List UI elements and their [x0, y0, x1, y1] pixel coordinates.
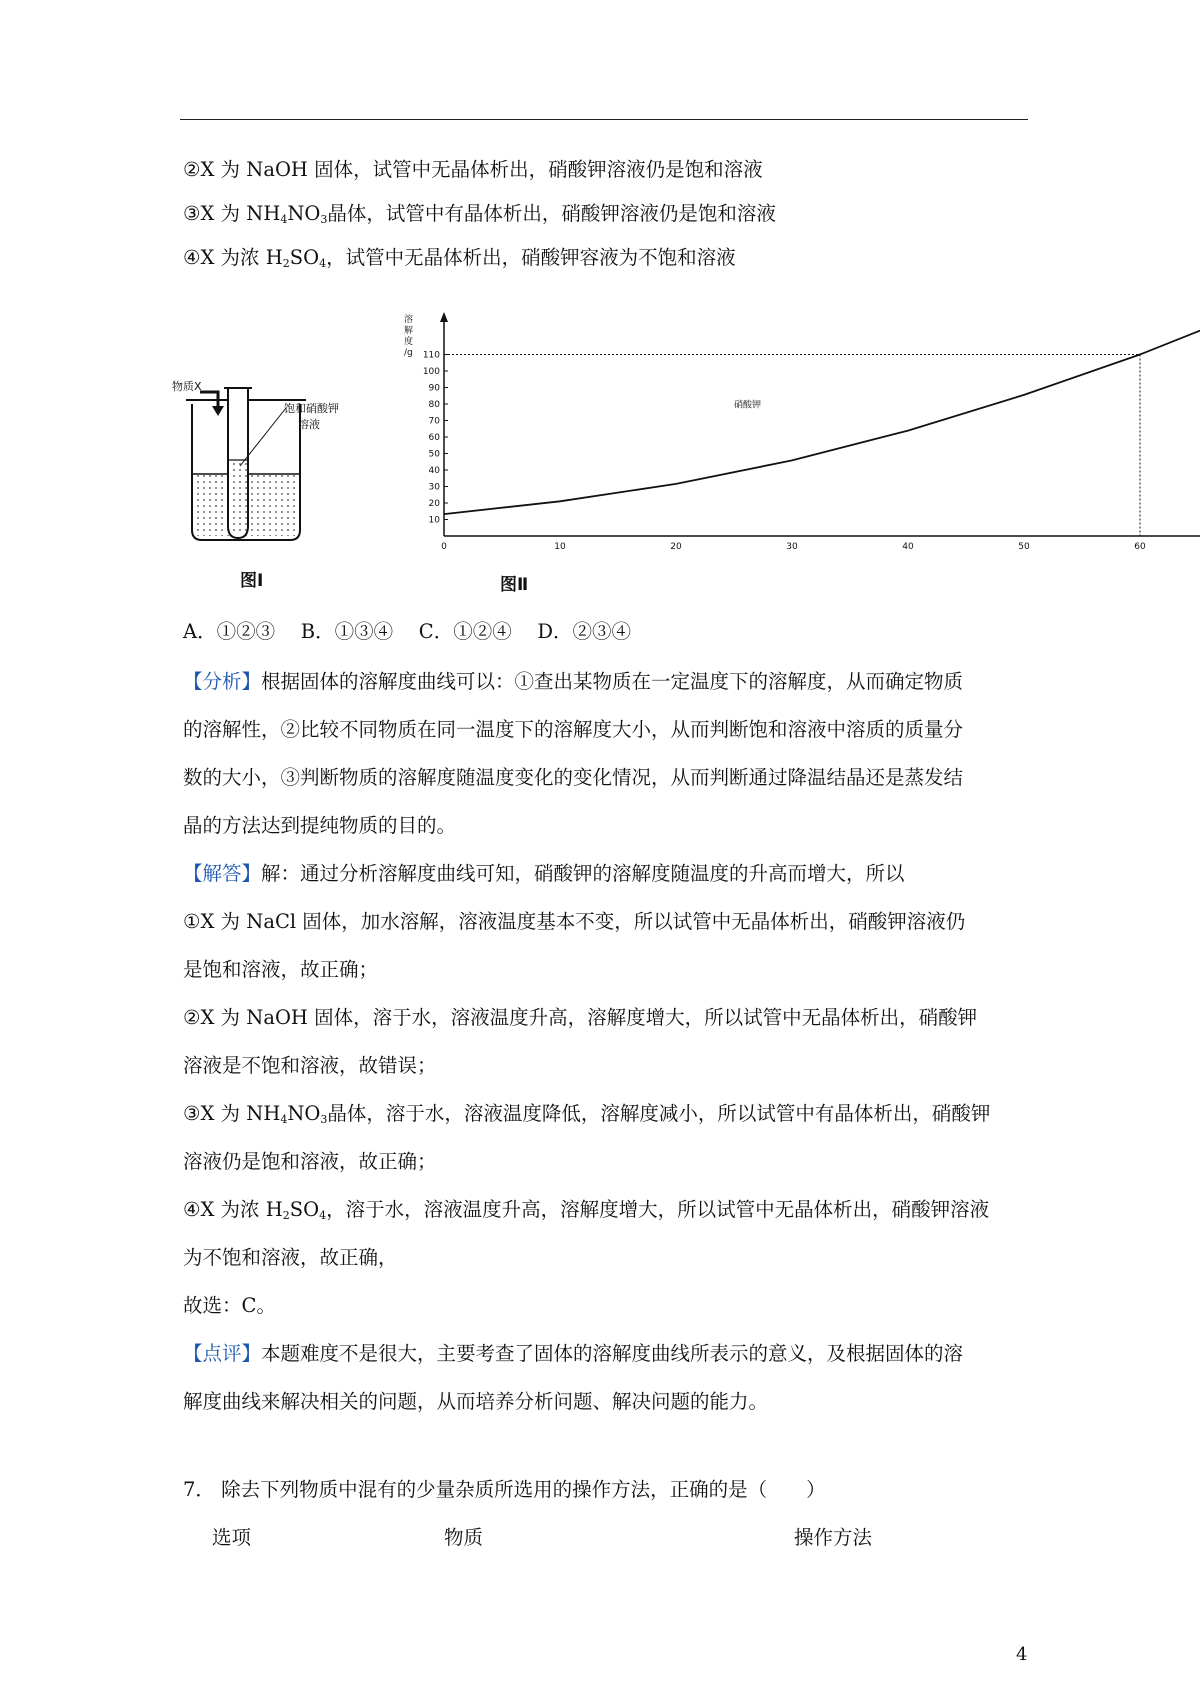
y-tick-label: 40 — [428, 466, 440, 476]
x-tick-label: 10 — [554, 542, 566, 552]
solution-line-8: 为不饱和溶液，故正确， — [183, 1246, 398, 1269]
y-label-char: 溶 — [404, 315, 414, 325]
y-tick-label: 60 — [428, 433, 440, 443]
statement-2: ②X 为 NaOH 固体，试管中无晶体析出，硝酸钾溶液仍是饱和溶液 — [183, 158, 763, 181]
y-tick-label: 80 — [428, 400, 440, 410]
comment-tag: 【点评】 — [183, 1342, 262, 1365]
analysis-line-4: 晶的方法达到提纯物质的目的。 — [183, 814, 457, 837]
y-tick-label: 90 — [428, 383, 440, 394]
y-tick-label: 110 — [422, 350, 440, 361]
analysis-line-1: 【分析】根据固体的溶解度曲线可以：①查出某物质在一定温度下的溶解度，从而确定物质 — [183, 670, 964, 693]
x-tick-label: 40 — [902, 542, 914, 552]
curve-label: 硝酸钾 — [734, 400, 762, 411]
page-number: 4 — [1016, 1644, 1028, 1665]
label-substance-x: 物质X — [172, 380, 202, 393]
statement-4: ④X 为浓 $H_2SO_4$，试管中无晶体析出，硝酸钾容液为不饱和溶液 — [183, 246, 736, 270]
solution-line-2: 是饱和溶液，故正确； — [183, 958, 379, 981]
y-tick-label: 70 — [428, 416, 440, 427]
solution-line-1: ①X 为 NaCl 固体，加水溶解，溶液温度基本不变，所以试管中无晶体析出，硝酸钾溶液仍 — [183, 910, 966, 933]
analysis-line-3: 数的大小，③判断物质的溶解度随温度变化的变化情况，从而判断通过降温结晶还是蒸发结 — [183, 766, 964, 789]
solution-line-0: 【解答】解：通过分析溶解度曲线可知，硝酸钾的溶解度随温度的升高而增大，所以 — [183, 862, 905, 885]
question-7-stem: 7． 除去下列物质中混有的少量杂质所选用的操作方法，正确的是（ ） — [183, 1478, 826, 1501]
answer-options: A．①②③ B．①③④ C．①②④ D．②③④ — [183, 620, 632, 643]
solubility-chart — [404, 308, 1146, 552]
solution-line-5: ③X 为 $NH_4NO_3$晶体，溶于水，溶液温度降低，溶解度减小，所以试管中有晶体析出，硝酸钾 — [183, 1102, 991, 1126]
solution-line-4: 溶液是不饱和溶液，故错误； — [183, 1054, 437, 1077]
label-solution: 溶液 — [298, 418, 320, 431]
y-label-char: 解 — [404, 326, 414, 336]
label-saturated-solution: 饱和硝酸钾 — [284, 402, 339, 415]
solution-line-7: ④X 为浓 $H_2SO_4$，溶于水，溶液温度升高，溶解度增大，所以试管中无晶体析出，硝酸钾溶液 — [183, 1198, 990, 1222]
figure2-caption: 图Ⅱ — [500, 575, 529, 595]
y-tick-label: 30 — [428, 482, 440, 493]
y-label-char: /g — [404, 348, 413, 358]
statement-3: ③X 为 $NH_4NO_3$晶体，试管中有晶体析出，硝酸钾溶液仍是饱和溶液 — [183, 202, 776, 226]
solution-line-6: 溶液仍是饱和溶液，故正确； — [183, 1150, 437, 1173]
y-axis-arrow — [440, 312, 448, 322]
x-tick-label: 20 — [670, 542, 682, 552]
y-tick-label: 50 — [428, 449, 440, 460]
y-tick-label: 100 — [422, 367, 440, 377]
solution-tag: 【解答】 — [183, 862, 262, 885]
x-tick-label: 30 — [786, 542, 798, 552]
y-tick-label: 10 — [428, 515, 440, 526]
column-substance: 物质 — [444, 1526, 484, 1549]
y-tick-label: 20 — [428, 499, 440, 509]
column-method: 操作方法 — [794, 1526, 873, 1549]
header-rule — [180, 119, 1028, 120]
comment-line-1: 【点评】本题难度不是很大，主要考查了固体的溶解度曲线所表示的意义，及根据固体的溶 — [183, 1342, 964, 1365]
solution-line-3: ②X 为 NaOH 固体，溶于水，溶液温度升高，溶解度增大，所以试管中无晶体析出，硝酸钾 — [183, 1006, 978, 1029]
analysis-tag: 【分析】 — [183, 670, 262, 693]
figure-beaker-diagram — [172, 378, 358, 548]
analysis-line-2: 的溶解性，②比较不同物质在同一温度下的溶解度大小，从而判断饱和溶液中溶质的质量分 — [183, 718, 964, 741]
series-line-potassium-nitrate — [444, 280, 1200, 514]
solution-line-9: 故选：C。 — [183, 1294, 276, 1317]
y-label-char: 度 — [404, 337, 414, 347]
figure1-caption: 图Ⅰ — [240, 571, 264, 591]
x-tick-label: 0 — [441, 542, 447, 552]
x-tick-label: 60 — [1134, 542, 1146, 552]
column-option: 选项 — [212, 1526, 252, 1549]
comment-line-2: 解度曲线来解决相关的问题，从而培养分析问题、解决问题的能力。 — [183, 1390, 769, 1413]
x-tick-label: 50 — [1018, 542, 1030, 552]
